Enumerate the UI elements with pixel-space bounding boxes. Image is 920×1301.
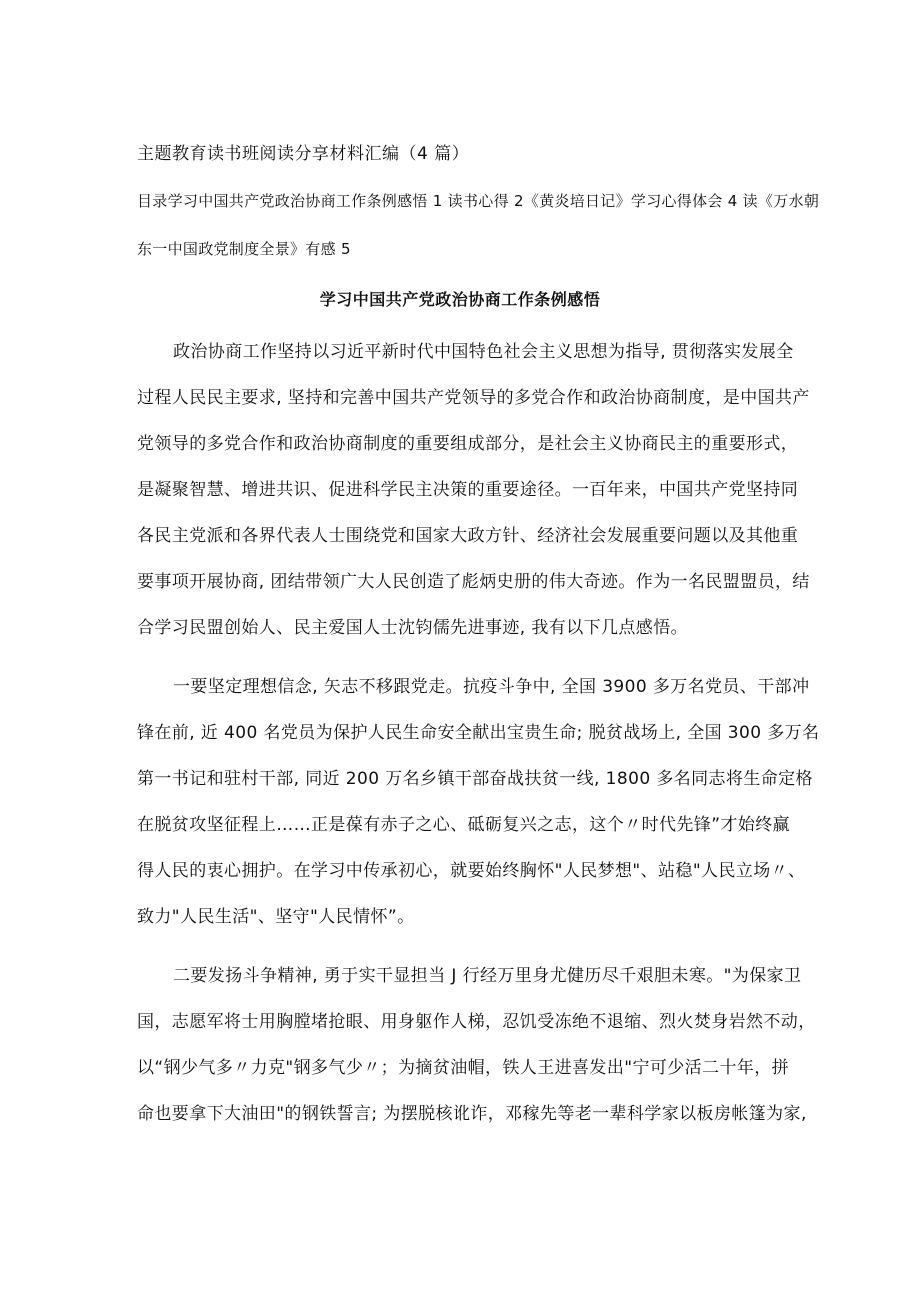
paragraph-line: 一要坚定理想信念, 矢志不移跟党走。抗疫斗争中, 全国 3900 多万名党员、干部冲 bbox=[173, 677, 810, 697]
paragraph-line: 以“钢少气多〃力克"钢多气少〃；为摘贫油帽，铁人王进喜发出"宁可少活二十年，拼 bbox=[137, 1058, 790, 1078]
paragraph-line: 合学习民盟创始人、民主爱国人士沈钧儒先进事迹, 我有以下几点感悟。 bbox=[137, 618, 689, 638]
paragraph-line: 命也要拿下大油田"的钢铁誓言; 为摆脱核讹诈，邓稼先等老一辈科学家以板房帐篷为家, bbox=[137, 1104, 807, 1124]
section-heading: 学习中国共产党政治协商工作条例感悟 bbox=[319, 290, 601, 309]
paragraph-line: 过程人民民主要求, 坚持和完善中国共产党领导的多党合作和政治协商制度，是中国共产 bbox=[137, 388, 810, 408]
paragraph-line: 二要发扬斗争精神, 勇于实干显担当 J 行经万里身尤健历尽千艰胆未寒。"为保家卫 bbox=[173, 966, 802, 986]
paragraph-line: 党领导的多党合作和政治协商制度的重要组成部分，是社会主义协商民主的重要形式， bbox=[137, 434, 799, 454]
paragraph-line: 要事项开展协商, 团结带领广大人民创造了彪炳史册的伟大奇迹。作为一名民盟盟员，结 bbox=[137, 572, 810, 592]
paragraph-line: 是凝聚智慧、增进共识、促进科学民主决策的重要途径。一百年来，中国共产党坚持同 bbox=[137, 480, 799, 500]
paragraph-line: 各民主党派和各界代表人士围绕党和国家大政方针、经济社会发展重要问题以及其他重 bbox=[137, 526, 799, 546]
paragraph-line: 第一书记和驻村干部, 同近 200 万名乡镇干部奋战扶贫一线, 1800 多名同志将生命定格 bbox=[137, 769, 813, 789]
paragraph-line: 国，志愿军将士用胸膛堵抢眼、用身躯作人梯，忍饥受冻绝不退缩、烈火焚身岩然不动， bbox=[137, 1012, 816, 1032]
toc-line: 东一中国政党制度全景》有感 5 bbox=[137, 240, 351, 258]
toc-line: 目录学习中国共产党政治协商工作条例感悟 1 读书心得 2《黄炎培日记》学习心得体会 4 读《万水朝 bbox=[137, 192, 820, 210]
paragraph-line: 锋在前, 近 400 名党员为保护人民生命安全献出宝贵生命; 脱贫战场上, 全国 300 多万名 bbox=[137, 723, 820, 743]
paragraph-line: 在脱贫攻坚征程上……正是葆有赤子之心、砥砺复兴之志，这个〃时代先锋”才始终赢 bbox=[137, 815, 791, 835]
paragraph-line: 政治协商工作坚持以习近平新时代中国特色社会主义思想为指导, 贯彻落实发展全 bbox=[173, 342, 794, 362]
paragraph-line: 致力"人民生活"、坚守"人民情怀”。 bbox=[137, 907, 415, 927]
document-title: 主题教育读书班阅读分享材料汇编（4 篇） bbox=[137, 144, 470, 164]
paragraph-line: 得人民的衷心拥护。在学习中传承初心，就要始终胸怀"人民梦想"、站稳"人民立场〃、 bbox=[137, 861, 806, 881]
